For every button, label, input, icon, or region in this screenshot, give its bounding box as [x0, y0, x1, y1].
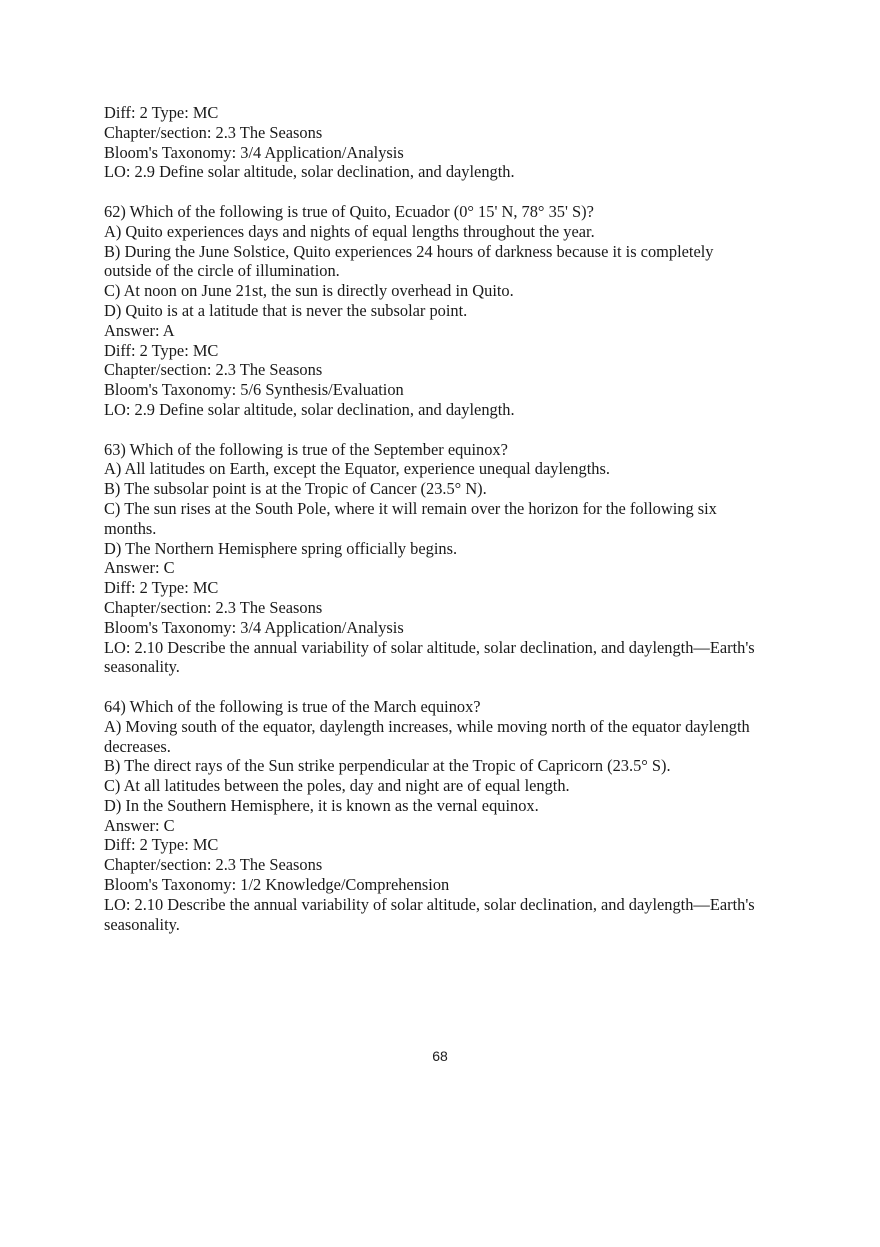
document-page	[104, 103, 764, 934]
option-d: D) In the Southern Hemisphere, it is known as the vernal equinox.	[104, 795, 539, 815]
question-block-63	[104, 440, 764, 678]
answer-line: Answer: A	[104, 320, 175, 340]
learning-objective-line: LO: 2.10 Describe the annual variability of solar altitude, solar declination, and daylength—Earth's seasonality.	[104, 637, 755, 677]
blooms-taxonomy-line: Bloom's Taxonomy: 1/2 Knowledge/Comprehension	[104, 875, 450, 895]
spacer	[104, 677, 764, 697]
option-a: A) All latitudes on Earth, except the Equator, experience unequal daylengths.	[104, 459, 610, 479]
chapter-section-line: Chapter/section: 2.3 The Seasons	[104, 122, 323, 142]
learning-objective-line: LO: 2.9 Define solar altitude, solar declination, and daylength.	[104, 162, 515, 182]
page-number: 68	[432, 1048, 448, 1064]
option-a: A) Quito experiences days and nights of equal lengths throughout the year.	[104, 221, 595, 241]
option-c: C) At noon on June 21st, the sun is directly overhead in Quito.	[104, 281, 514, 301]
question-block-62	[104, 202, 764, 420]
option-b: B) The direct rays of the Sun strike perpendicular at the Tropic of Capricorn (23.5° S).	[104, 756, 671, 776]
difficulty-line: Diff: 2 Type: MC	[104, 340, 219, 360]
option-a: A) Moving south of the equator, daylength increases, while moving north of the equator daylength decreases.	[104, 716, 750, 756]
option-d: D) Quito is at a latitude that is never the subsolar point.	[104, 300, 468, 320]
option-c: C) At all latitudes between the poles, day and night are of equal length.	[104, 776, 570, 796]
option-b: B) During the June Solstice, Quito experiences 24 hours of darkness because it is completely outside of the circle of illumination.	[104, 241, 714, 281]
blooms-taxonomy-line: Bloom's Taxonomy: 5/6 Synthesis/Evaluation	[104, 380, 404, 400]
blooms-taxonomy-line: Bloom's Taxonomy: 3/4 Application/Analysis	[104, 617, 404, 637]
learning-objective-line: LO: 2.9 Define solar altitude, solar declination, and daylength.	[104, 399, 515, 419]
difficulty-line: Diff: 2 Type: MC	[104, 835, 219, 855]
difficulty-line: Diff: 2 Type: MC	[104, 103, 219, 122]
question-text: 64) Which of the following is true of the March equinox?	[104, 696, 481, 716]
chapter-section-line: Chapter/section: 2.3 The Seasons	[104, 597, 323, 617]
answer-line: Answer: C	[104, 815, 175, 835]
spacer	[104, 182, 764, 202]
option-d: D) The Northern Hemisphere spring officially begins.	[104, 538, 458, 558]
blooms-taxonomy-line: Bloom's Taxonomy: 3/4 Application/Analysis	[104, 142, 404, 162]
question-text: 62) Which of the following is true of Quito, Ecuador (0° 15' N, 78° 35' S)?	[104, 201, 594, 221]
question-block-64	[104, 697, 764, 935]
previous-question-metadata	[104, 103, 764, 182]
difficulty-line: Diff: 2 Type: MC	[104, 578, 219, 598]
chapter-section-line: Chapter/section: 2.3 The Seasons	[104, 360, 323, 380]
spacer	[104, 420, 764, 440]
chapter-section-line: Chapter/section: 2.3 The Seasons	[104, 855, 323, 875]
option-b: B) The subsolar point is at the Tropic of Cancer (23.5° N).	[104, 479, 487, 499]
question-text: 63) Which of the following is true of the September equinox?	[104, 439, 508, 459]
answer-line: Answer: C	[104, 558, 175, 578]
option-c: C) The sun rises at the South Pole, where it will remain over the horizon for the following six months.	[104, 498, 717, 538]
learning-objective-line: LO: 2.10 Describe the annual variability of solar altitude, solar declination, and daylength—Earth's seasonality.	[104, 894, 755, 934]
